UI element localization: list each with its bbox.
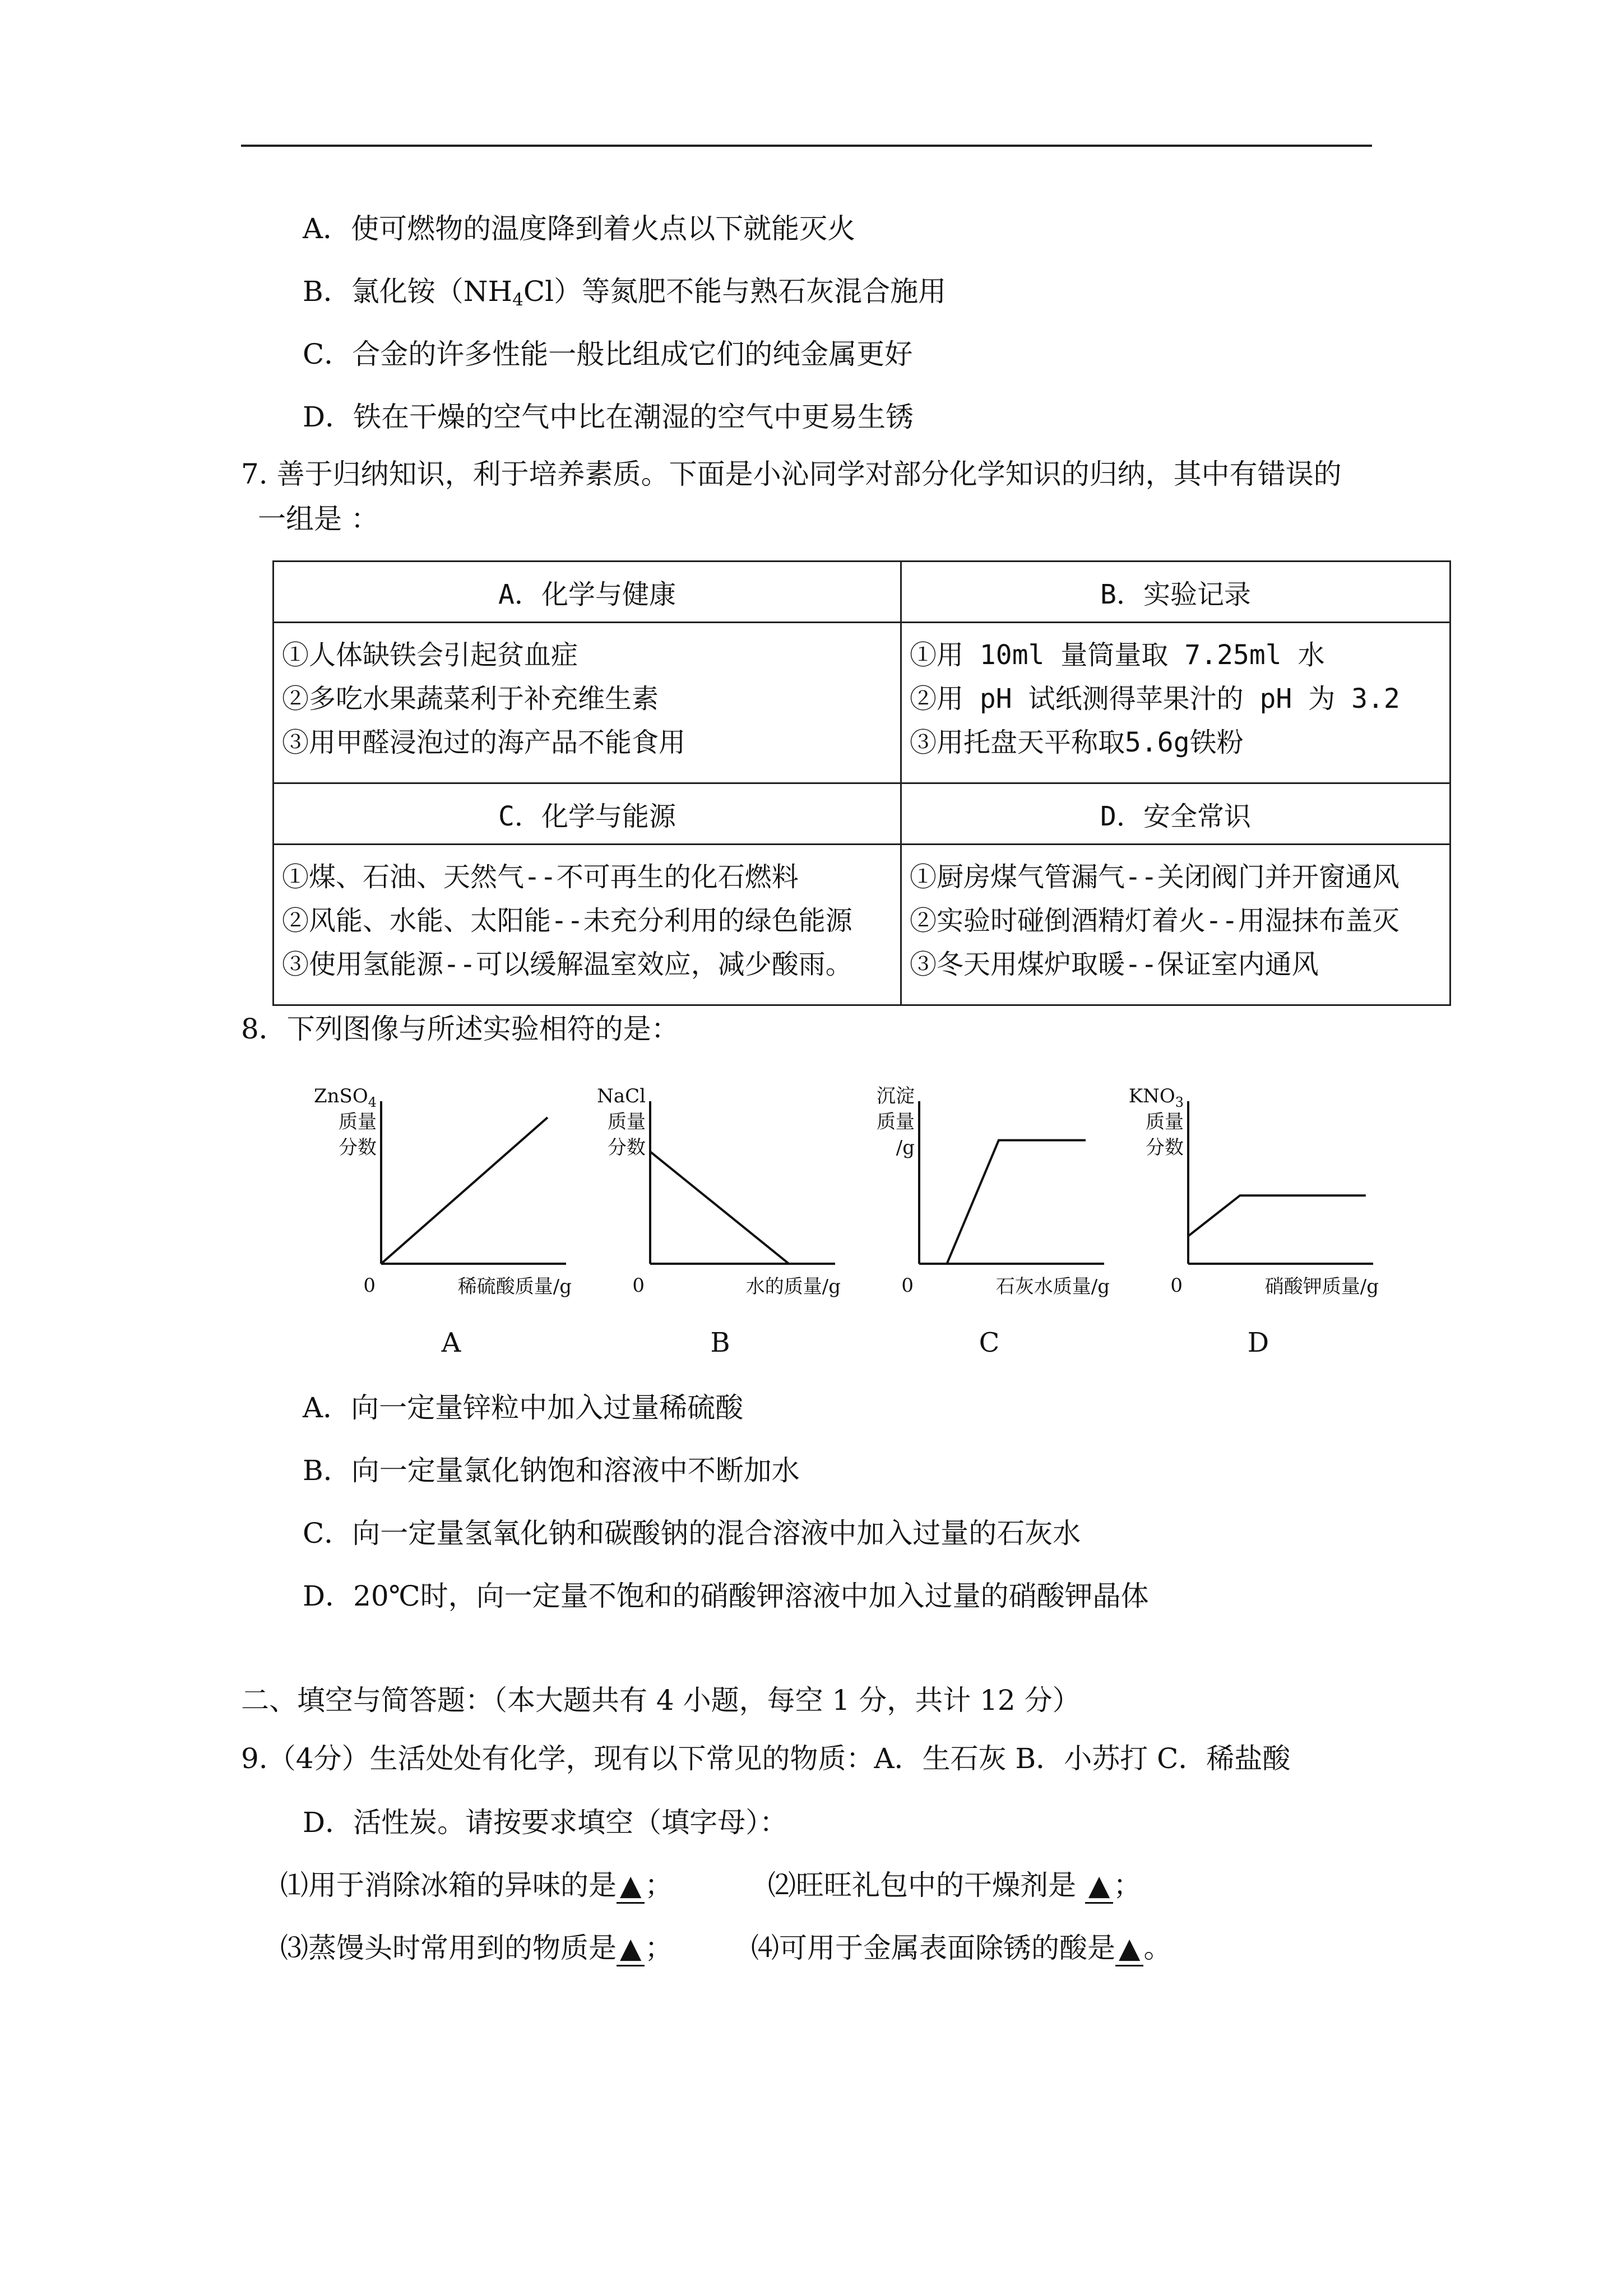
chart-letter: A — [441, 1327, 461, 1358]
q9-stem-line2: D．活性炭。请按要求填空（填字母）： — [303, 1806, 788, 1839]
table-cell-d — [901, 845, 1450, 1005]
x-axis-label: 石灰水质量/g — [995, 1275, 1110, 1298]
answer-blank[interactable]: ▲ — [617, 1931, 645, 1966]
y-axis-label: 分数 — [608, 1137, 646, 1159]
table-d-item: ①厨房煤气管漏气--关闭阀门并开窗通风 — [910, 861, 1399, 893]
x-axis-label: 稀硫酸质量/g — [457, 1275, 572, 1298]
x-axis-label: 水的质量/g — [745, 1275, 841, 1298]
table-b-item: ①用 10ml 量筒量取 7.25ml 水 — [910, 639, 1325, 671]
table-title-a: A．化学与健康 — [274, 562, 901, 623]
q6-option-a: A．使可燃物的温度降到着火点以下就能灭火 — [303, 212, 856, 245]
origin-label: 0 — [1170, 1274, 1183, 1297]
header-rule — [241, 145, 1372, 147]
answer-blank[interactable]: ▲ — [1115, 1931, 1143, 1966]
y-axis-label: $KNO_3$ — [1128, 1085, 1184, 1110]
table-cell-c — [274, 845, 901, 1005]
origin-label: 0 — [632, 1274, 645, 1297]
q8-option-d: D．20℃时，向一定量不饱和的硝酸钾溶液中加入过量的硝酸钾晶体 — [303, 1580, 1149, 1612]
y-axis-label: ZnSO$_4$ — [314, 1085, 377, 1110]
q7-stem-line2: 一组是 ： — [258, 503, 379, 535]
y-axis-label: 质量 — [339, 1111, 377, 1133]
table-cell-a — [274, 623, 901, 783]
q9-part-4: ⑷可用于金属表面除锈的酸是 ▲ 。 — [751, 1931, 1171, 1966]
q7-stem-line1: 7. 善于归纳知识，利于培养素质。下面是小沁同学对部分化学知识的归纳，其中有错误的 — [241, 458, 1342, 490]
section-2-heading: 二、填空与简答题：（本大题共有 4 小题，每空 1 分，共计 12 分） — [241, 1684, 1081, 1717]
table-b-item: ②用 pH 试纸测得苹果汁的 pH 为 3.2 — [910, 683, 1400, 715]
table-c-item: ②风能、水能、太阳能--未充分利用的绿色能源 — [282, 905, 852, 936]
series-line — [1188, 1195, 1366, 1236]
q8-option-b: B．向一定量氯化钠饱和溶液中不断加水 — [303, 1454, 800, 1487]
answer-blank[interactable]: ▲ — [617, 1868, 645, 1904]
table-b-item: ③用托盘天平称取5.6g铁粉 — [910, 727, 1244, 758]
table-a-item: ②多吃水果蔬菜利于补充维生素 — [282, 683, 659, 715]
y-axis-label: /g — [896, 1137, 915, 1159]
q8-stem: 8．下列图像与所述实验相符的是： — [241, 1013, 679, 1045]
table-title-c: C．化学与能源 — [274, 783, 901, 845]
table-d-item: ③冬天用煤炉取暖--保证室内通风 — [910, 949, 1319, 980]
knowledge-table — [272, 560, 1451, 1006]
table-title-b: B．实验记录 — [901, 562, 1450, 623]
q8-option-a: A．向一定量锌粒中加入过量稀硫酸 — [303, 1391, 744, 1424]
q6-option-b: B．氯化铵$(NH_4Cl)$等氮肥不能与熟石灰混合施用 — [303, 275, 947, 310]
x-axis-label: 硝酸钾质量/g — [1264, 1275, 1379, 1298]
y-axis-label: 质量 — [1146, 1111, 1184, 1133]
origin-label: 0 — [363, 1274, 376, 1297]
q8-option-c: C．向一定量氢氧化钠和碳酸钠的混合溶液中加入过量的石灰水 — [303, 1517, 1081, 1550]
y-axis-label: 沉淀 — [877, 1085, 915, 1107]
q6-option-d: D．铁在干燥的空气中比在潮湿的空气中更易生锈 — [303, 401, 914, 433]
y-axis-label: 质量 — [877, 1111, 915, 1133]
y-axis-label: 分数 — [339, 1137, 377, 1159]
table-d-item: ②实验时碰倒酒精灯着火--用湿抹布盖灭 — [910, 905, 1399, 936]
y-axis-label: NaCl — [597, 1085, 646, 1107]
q9-stem-line1: 9.（4分）生活处处有化学，现有以下常见的物质：A．生石灰 B．小苏打 C．稀盐酸 — [241, 1742, 1291, 1775]
chart-letter: B — [710, 1327, 730, 1358]
table-a-item: ③用甲醛浸泡过的海产品不能食用 — [282, 727, 686, 758]
chart-letter: C — [979, 1327, 1000, 1358]
q9-part-2: ⑵旺旺礼包中的干燥剂是 ▲ ； — [768, 1868, 1141, 1904]
answer-blank[interactable]: ▲ — [1085, 1868, 1113, 1904]
q9-part-1: ⑴用于消除冰箱的异味的是 ▲ ； — [280, 1868, 673, 1904]
series-line — [381, 1117, 548, 1264]
y-axis-label: 分数 — [1146, 1137, 1184, 1159]
series-line — [947, 1140, 1086, 1264]
series-line — [650, 1152, 789, 1264]
table-a-item: ①人体缺铁会引起贫血症 — [282, 639, 578, 671]
table-title-d: D．安全常识 — [901, 783, 1450, 845]
table-c-item: ③使用氢能源--可以缓解温室效应，减少酸雨。 — [282, 949, 852, 980]
q9-part-3: ⑶蒸馒头时常用到的物质是 ▲ ； — [280, 1931, 673, 1966]
table-c-item: ①煤、石油、天然气--不可再生的化石燃料 — [282, 861, 799, 893]
q6-option-c: C．合金的许多性能一般比组成它们的纯金属更好 — [303, 338, 913, 370]
chart-letter: D — [1247, 1327, 1269, 1358]
origin-label: 0 — [901, 1274, 914, 1297]
table-cell-b — [901, 623, 1450, 783]
y-axis-label: 质量 — [608, 1111, 646, 1133]
